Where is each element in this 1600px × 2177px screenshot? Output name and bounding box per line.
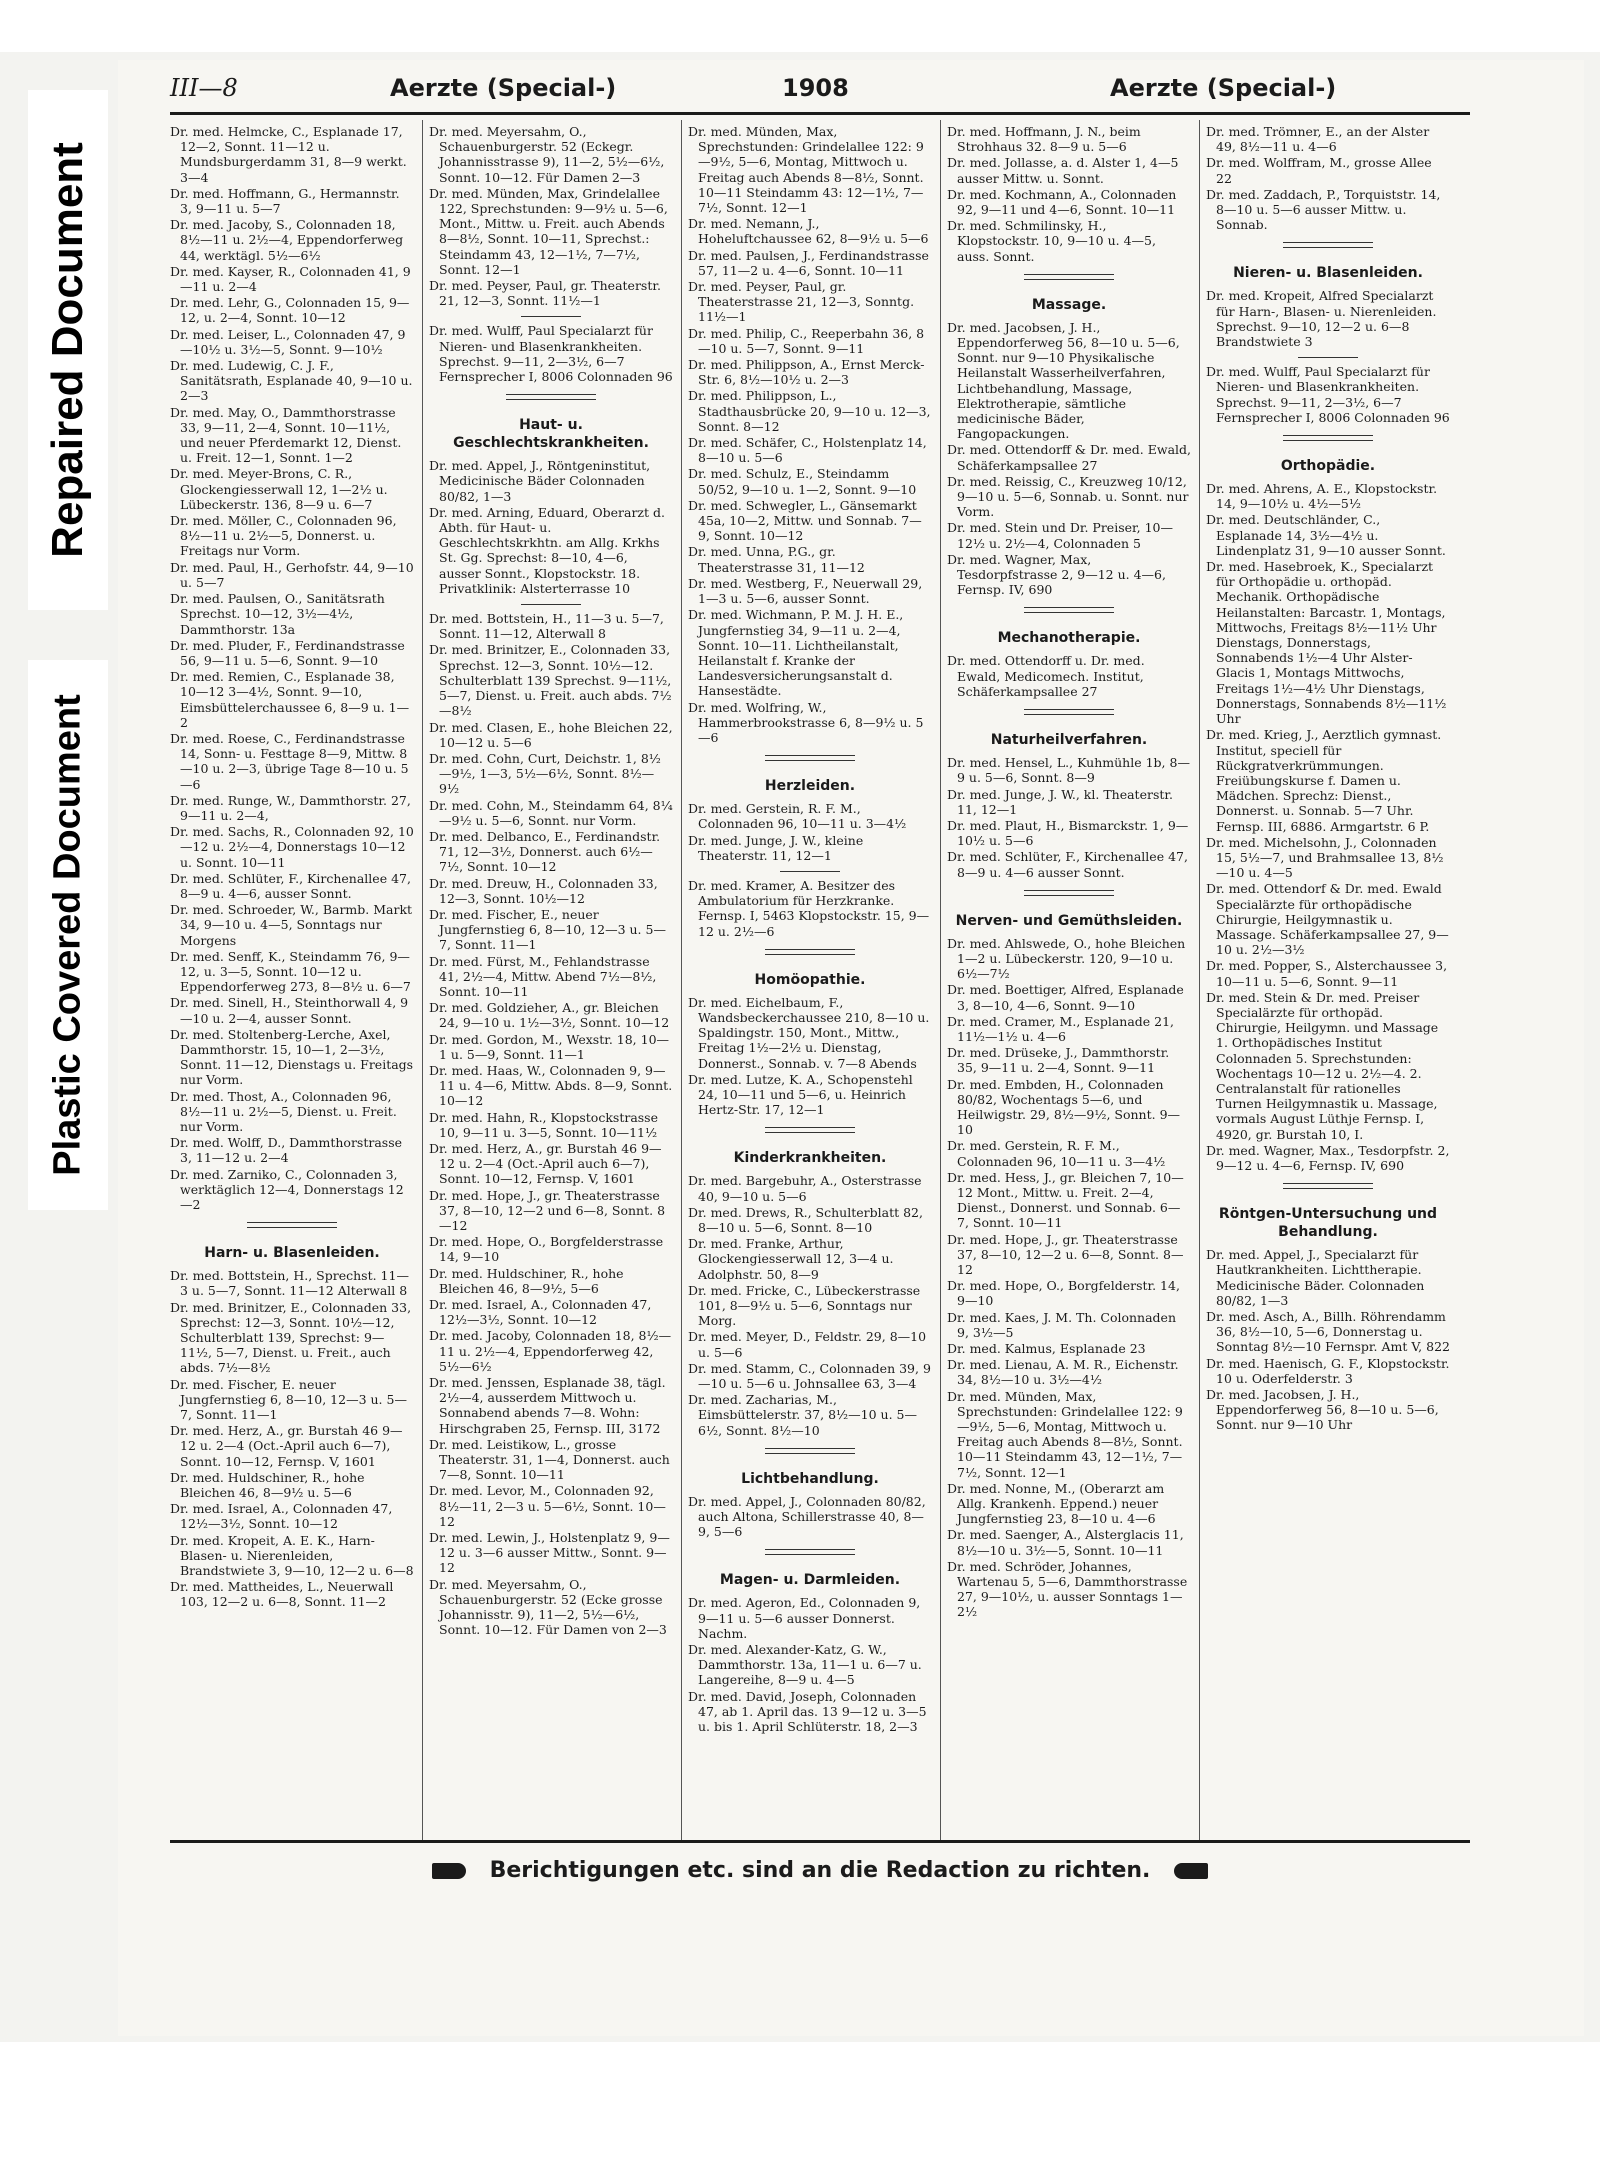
list-item: Dr. med. Schlüter, F., Kirchenallee 47, 8—9 u. 4—6, ausser Sonnt. (170, 870, 411, 901)
list-item: Dr. med. Meyersahm, O., Schauenburgerstr. 52 (Eckegr. Johannisstrasse 9), 11—2, 5½—6½, Sonnt. 10—12. Für Damen 2—3 (429, 124, 665, 185)
list-item: Dr. med. Fischer, E., neuer Jungfernstieg 6, 8—10, 12—3 u. 5—7, Sonnt. 11—1 (429, 906, 666, 953)
list-item: Dr. med. Hope, O., Borgfelderstrasse 14, 9—10 (429, 1234, 664, 1265)
list-item: Dr. med. Trömner, E., an der Alster 49, 8½—11 u. 4—6 (1206, 124, 1430, 155)
list-item: Dr. med. Haenisch, G. F., Klopstockstr. 10 u. Oderfelderstr. 3 (1206, 1355, 1450, 1386)
section-heading: Magen- u. Darmleiden. (719, 1572, 901, 1589)
list-item: Dr. med. Unna, P.G., gr. Theaterstrasse 31, 11—12 (688, 544, 865, 575)
column-2 (429, 124, 673, 1638)
section-heading: Kinderkrankheiten. (733, 1150, 887, 1167)
plastic-covered-label-text: Plastic Covered Document (46, 694, 89, 1176)
column-divider (1199, 120, 1200, 1840)
repaired-label (28, 90, 108, 610)
section-separator (765, 1549, 855, 1555)
list-item: Dr. med. Fischer, E. neuer Jungfernstieg 6, 8—10, 12—3 u. 5—7, Sonnt. 11—1 (170, 1376, 407, 1423)
list-item: Dr. med. Appel, J., Röntgeninstitut, Medicinische Bäder Colonnaden 80/82, 1—3 (429, 458, 651, 504)
list-item: Dr. med. Wolffram, M., grosse Allee 22 (1206, 155, 1432, 186)
section-separator (1283, 435, 1373, 441)
list-item: Dr. med. Hope, O., Borgfelderstr. 14, 9—10 (947, 1278, 1180, 1309)
list-item: Dr. med. Wagner, Max., Tesdorpfstr. 2, 9—12 u. 4—6, Fernsp. IV, 690 (1206, 1142, 1450, 1173)
list-item: Dr. med. Israel, A., Colonnaden 47, 12½—3½, Sonnt. 10—12 (429, 1297, 652, 1328)
list-item: Dr. med. Gordon, M., Wexstr. 18, 10—1 u. 5—9, Sonnt. 11—1 (429, 1031, 670, 1062)
list-item: Dr. med. Krieg, J., Aerztlich gymnast. Institut, speciell für Rückgratverkrümmungen. Freiübungskurse f. Damen u. Mädchen. Sprechz: Dienst., Donnerst. u. Sonnab. 5—7 Uhr. Fernsp. III, 6886. Armgartstr. 6 P. (1206, 727, 1442, 834)
list-item: Dr. med. Lutze, K. A., Schopenstehl 24, 10—11 und 5—6, u. Heinrich Hertz-Str. 17, 12—1 (688, 1071, 913, 1118)
section-heading: Nerven- und Gemüthsleiden. (955, 912, 1183, 929)
list-item: Dr. med. Helmcke, C., Esplanade 17, 12—2, Sonnt. 11—12 u. Mundsburgerdamm 31, 8—9 werkt. 3—4 (170, 124, 407, 185)
pointing-hand-icon (1174, 1863, 1208, 1879)
footer-notice (170, 1858, 1470, 1894)
list-item: Dr. med. Kayser, R., Colonnaden 41, 9—11 u. 2—4 (170, 263, 411, 295)
section-separator (1024, 274, 1114, 280)
list-item: Dr. med. Peyser, Paul, gr. Theaterstr. 21, 12—3, Sonnt. 11½—1 (429, 278, 661, 309)
list-item: Dr. med. Thost, A., Colonnaden 96, 8½—11 u. 2½—5, Dienst. u. Freit. nur Vorm. (170, 1088, 397, 1134)
list-item: Dr. med. Reissig, C., Kreuzweg 10/12, 9—10 u. 5—6, Sonnab. u. Sonnt. nur Vorm. (947, 473, 1189, 520)
list-item: Dr. med. Drews, R., Schulterblatt 82, 8—10 u. 5—6, Sonnt. 8—10 (688, 1204, 923, 1235)
section-separator (247, 1222, 337, 1228)
list-item: Dr. med. Gerstein, R. F. M., Colonnaden 96, 10—11 u. 3—4½ (947, 1138, 1166, 1169)
list-item: Dr. med. Saenger, A., Alsterglacis 11, 8½—10 u. 3½—5, Sonnt. 10—11 (947, 1527, 1184, 1558)
list-item: Dr. med. Herz, A., gr. Burstah 46 9—12 u. 2—4 (Oct.-April auch 6—7), Sonnt. 10—12, Fernsp. V, 1601 (170, 1423, 403, 1469)
list-item: Dr. med. Jacobsen, J. H., Eppendorferweg 56, 8—10 u. 5—6, Sonnt. nur 9—10 Uhr (1206, 1387, 1439, 1433)
list-item: Dr. med. Ludewig, C. J. F., Sanitätsrath, Esplanade 40, 9—10 u. 2—3 (170, 358, 413, 404)
list-item: Dr. med. Ottendorf & Dr. med. Ewald Specialärzte für orthopädische Chirurgie, Heilgymnastik u. Massage. Schäferkampsallee 27, 9—10 u. 2½—3½ (1206, 881, 1449, 958)
section-heading: Lichtbehandlung. (741, 1470, 879, 1487)
list-item: Dr. med. Mattheides, L., Neuerwall 103, 12—2 u. 6—8, Sonnt. 11—2 (170, 1579, 394, 1610)
list-item: Dr. med. Bargebuhr, A., Osterstrasse 40, 9—10 u. 5—6 (688, 1173, 922, 1204)
list-item: Dr. med. Appel, J., Specialarzt für Hautkrankheiten. Lichttherapie. Medicinische Bäder. Colonnaden 80/82, 1—3 (1206, 1247, 1425, 1308)
list-item: Dr. med. Münden, Max, Grindelallee 122, Sprechstunden: 9—9½ u. 5—6, Mont., Mittw. u. Freit. auch Abends 8—8½, Sonnt. 10—11, Sprechst.: Steindamm 43, 12—1½, 7—7½, Sonnt. 12—1 (429, 185, 668, 277)
list-item: Dr. med. Cohn, M., Steindamm 64, 8¼—9½ u. 5—6, Sonnt. nur Vorm. (429, 797, 673, 828)
list-item: Dr. med. Meyersahm, O., Schauenburgerstr. 52 (Ecke grosse Johannisstr. 9), 11—2, 5½—6½, Sonnt. 10—12. Für Damen von 2—3 (429, 1576, 667, 1638)
section-separator (1283, 242, 1373, 248)
list-item: Dr. med. Nonne, M., (Oberarzt am Allg. Krankenh. Eppend.) neuer Jungfernstieg 23, 8—10 u. 4—6 (947, 1480, 1165, 1527)
section-separator (506, 394, 596, 400)
header-title-left: Aerzte (Special-) (390, 74, 617, 102)
list-item: Dr. med. Jollasse, a. d. Alster 1, 4—5 ausser Mittw. u. Sonnt. (947, 155, 1179, 186)
list-item: Dr. med. Hope, J., gr. Theaterstrasse 37, 8—10, 12—2 u. 6—8, Sonnt. 8—12 (947, 1231, 1184, 1277)
list-item: Dr. med. Leistikow, L., grosse Theaterstr. 31, 1—4, Donnerst. auch 7—8, Sonnt. 10—11 (429, 1436, 670, 1483)
section-heading: Massage. (1031, 296, 1107, 313)
section-separator (765, 949, 855, 955)
list-item: Dr. med. Wulff, Paul Specialarzt für Nieren- und Blasenkrankheiten. Sprechst. 9—11, 2—3½, 6—7 Fernsprecher I, 8006 Colonnaden 96 (1206, 364, 1450, 425)
section-separator (1024, 890, 1114, 896)
list-item: Dr. med. Meyer, D., Feldstr. 29, 8—10 u. 5—6 (688, 1329, 927, 1360)
plastic-covered-label (28, 660, 108, 1210)
list-item: Dr. med. Cohn, Curt, Deichstr. 1, 8½—9½, 1—3, 5½—6½, Sonnt. 8½—9½ (429, 750, 661, 797)
section-separator (765, 1127, 855, 1133)
section-heading: Orthopädie. (1280, 458, 1376, 475)
list-item: Dr. med. Popper, S., Alsterchaussee 3, 10—11 u. 5—6, Sonnt. 9—11 (1206, 958, 1448, 989)
list-item: Dr. med. Kramer, A. Besitzer des Ambulatorium für Herzkranke. Fernsp. I, 5463 Klopstockstr. 15, 9—12 u. 2½—6 (688, 877, 930, 939)
column-5 (1206, 124, 1450, 1434)
list-item: Dr. med. Sachs, R., Colonnaden 92, 10—12 u. 2½—4, Donnerstags 10—12 u. Sonnt. 10—11 (170, 824, 414, 870)
list-item: Dr. med. Hope, J., gr. Theaterstrasse 37, 8—10, 12—2 und 6—8, Sonnt. 8—12 (429, 1187, 666, 1233)
list-item: Dr. med. Franke, Arthur, Glockengiesserwall 12, 3—4 u. Adolphstr. 50, 8—9 (688, 1236, 894, 1282)
column-divider (422, 120, 423, 1840)
section-heading: Röntgen-Untersuchung und Behandlung. (1218, 1206, 1438, 1241)
list-item: Dr. med. Schroeder, W., Barmb. Markt 34, 9—10 u. 4—5, Sonntags nur Morgens (170, 902, 413, 948)
list-item: Dr. med. Wagner, Max, Tesdorpfstrasse 2, 9—12 u. 4—6, Fernsp. IV, 690 (947, 551, 1166, 598)
list-item: Dr. med. Deutschländer, C., Esplanade 14, 3½—4½ u. Lindenplatz 31, 9—10 ausser Sonnt. (1206, 512, 1446, 558)
list-item: Dr. med. Boettiger, Alfred, Esplanade 3, 8—10, 4—6, Sonnt. 9—10 (947, 982, 1184, 1013)
list-item: Dr. med. Westberg, F., Neuerwall 29, 1—3 u. 5—6, ausser Sonnt. (688, 575, 923, 607)
list-item: Dr. med. Bottstein, H., Sprechst. 11—3 u. 5—7, Sonnt. 11—12 Alterwall 8 (170, 1268, 409, 1299)
list-item: Dr. med. Ottendorff u. Dr. med. Ewald, Medicomech. Institut, Schäferkampsallee 27 (947, 653, 1145, 699)
section-heading: Haut- u. Geschlechtskrankheiten. (453, 417, 649, 452)
column-3 (688, 124, 932, 1735)
list-item: Dr. med. Schulz, E., Steindamm 50/52, 9—10 u. 1—2, Sonnt. 9—10 (688, 466, 917, 497)
section-separator (1024, 607, 1114, 613)
list-item: Dr. med. Plaut, H., Bismarckstr. 1, 9—10½ u. 5—6 (947, 817, 1189, 849)
list-item: Dr. med. Israel, A., Colonnaden 47, 12½—3½, Sonnt. 10—12 (170, 1501, 393, 1532)
header-year: 1908 (782, 74, 849, 102)
column-divider (681, 120, 682, 1840)
list-item: Dr. med. Asch, A., Billh. Röhrendamm 36, 8½—10, 5—6, Donnerstag u. Sonntag 8½—10 Fernspr. Amt V, 822 (1206, 1309, 1450, 1355)
list-item: Dr. med. Kalmus, Esplanade 23 (947, 1341, 1146, 1356)
page-number: III—8 (170, 74, 238, 102)
entry-divider (521, 604, 581, 605)
page-header (170, 70, 1470, 114)
list-item: Dr. med. Alexander-Katz, G. W., Dammthorstr. 13a, 11—1 u. 6—7 u. Langereihe, 8—9 u. 4—5 (688, 1642, 922, 1688)
column-1 (170, 124, 414, 1611)
list-item: Dr. med. Schlüter, F., Kirchenallee 47, 8—9 u. 4—6 ausser Sonnt. (947, 849, 1188, 880)
list-item: Dr. med. Kochmann, A., Colonnaden 92, 9—11 und 4—6, Sonnt. 10—11 (947, 186, 1177, 218)
list-item: Dr. med. Huldschiner, R., hohe Bleichen 46, 8—9½, 5—6 (429, 1265, 624, 1296)
list-item: Dr. med. Münden, Max, Sprechstunden: Grindelallee 122: 9—9½, 5—6, Montag, Mittwoch u. Freitag auch Abends 8—8½, Sonnt. 10—11 Steindamm 43: 12—1½, 7—7½, Sonnt. 12—1 (688, 124, 924, 216)
list-item: Dr. med. Fürst, M., Fehlandstrasse 41, 2½—4, Mittw. Abend 7½—8½, Sonnt. 10—11 (429, 953, 657, 999)
list-item: Dr. med. Zarniko, C., Colonnaden 3, werktäglich 12—4, Donnerstags 12—2 (170, 1166, 404, 1213)
list-item: Dr. med. Brinitzer, E., Colonnaden 33, Sprechst. 12—3, Sonnt. 10½—12. Schulterblatt 139 Sprechst. 9—11½, 5—7, Dienst. u. Freit. auch abds. 7½—8½ (429, 642, 672, 719)
list-item: Dr. med. Fricke, C., Lübeckerstrasse 101, 8—9½ u. 5—6, Sonntags nur Morg. (688, 1282, 921, 1329)
header-rule (170, 112, 1470, 115)
section-heading: Nieren- u. Blasenleiden. (1233, 265, 1423, 282)
list-item: Dr. med. Jenssen, Esplanade 38, tägl. 2½—4, ausserdem Mittwoch u. Sonnabend abends 7—8. Wohn: Hirschgraben 25, Fernsp. III, 3172 (429, 1375, 666, 1436)
repaired-label-text: Repaired Document (43, 142, 92, 558)
list-item: Dr. med. Goldzieher, A., gr. Bleichen 24, 9—10 u. 1½—3½, Sonnt. 10—12 (429, 1000, 670, 1031)
list-item: Dr. med. Appel, J., Colonnaden 80/82, auch Altona, Schillerstrasse 40, 8—9, 5—6 (688, 1493, 926, 1540)
list-item: Dr. med. Herz, A., gr. Burstah 46 9—12 u. 2—4 (Oct.-April auch 6—7), Sonnt. 10—12, Fernsp. V, 1601 (429, 1140, 662, 1187)
list-item: Dr. med. Philip, C., Reeperbahn 36, 8—10 u. 5—7, Sonnt. 9—11 (688, 325, 925, 356)
list-item: Dr. med. Kropeit, A. E. K., Harn- Blasen- u. Nierenleiden, Brandstwiete 3, 9—10, 12—2 u. 6—8 (170, 1532, 414, 1579)
list-item: Dr. med. Stamm, C., Colonnaden 39, 9—10 u. 5—6 u. Johnsallee 63, 3—4 (688, 1360, 931, 1392)
list-item: Dr. med. Jacoby, Colonnaden 18, 8½—11 u. 2½—4, Eppendorferweg 42, 5½—6½ (429, 1328, 672, 1374)
list-item: Dr. med. Junge, J. W., kleine Theaterstr. 11, 12—1 (688, 832, 864, 863)
list-item: Dr. med. Schmilinsky, H., Klopstockstr. 10, 9—10 u. 4—5, auss. Sonnt. (947, 218, 1156, 264)
list-item: Dr. med. David, Joseph, Colonnaden 47, ab 1. April das. 13 9—12 u. 3—5 u. bis 1. April Schlüterstr. 18, 2—3 (688, 1688, 927, 1735)
list-item: Dr. med. Haas, W., Colonnaden 9, 9—11 u. 4—6, Mittw. Abds. 8—9, Sonnt. 10—12 (429, 1062, 673, 1109)
list-item: Dr. med. Kropeit, Alfred Specialarzt für Harn-, Blasen- u. Nierenleiden. Sprechst. 9—10, 12—2 u. 6—8 Brandstwiete 3 (1206, 288, 1437, 350)
list-item: Dr. med. Dreuw, H., Colonnaden 33, 12—3, Sonnt. 10½—12 (429, 875, 658, 906)
list-item: Dr. med. Wolff, D., Dammthorstrasse 3, 11—12 u. 2—4 (170, 1135, 403, 1166)
list-item: Dr. med. Lehr, G., Colonnaden 15, 9—12, u. 2—4, Sonnt. 10—12 (170, 295, 410, 326)
list-item: Dr. med. Lewin, J., Holstenplatz 9, 9—12 u. 3—6 ausser Mittw., Sonnt. 9—12 (429, 1530, 670, 1576)
list-item: Dr. med. Münden, Max, Sprechstunden: Grindelallee 122: 9—9½, 5—6, Montag, Mittwoch u. Freitag auch Abends 8—8½, Sonnt. 10—11 Steindamm 43, 12—1½, 7—7½, Sonnt. 12—1 (947, 1388, 1183, 1480)
list-item: Dr. med. Wolfring, W., Hammerbrookstrasse 6, 8—9½ u. 5—6 (688, 699, 924, 745)
pointing-hand-icon (432, 1863, 466, 1879)
list-item: Dr. med. Sinell, H., Steinthorwall 4, 9—10 u. 2—4, ausser Sonnt. (170, 995, 409, 1026)
list-item: Dr. med. Jacoby, S., Colonnaden 18, 8½—11 u. 2½—4, Eppendorferweg 44, werktägl. 5½—6½ (170, 217, 404, 263)
list-item: Dr. med. Embden, H., Colonnaden 80/82, Wochentags 5—6, und Heilwigstr. 29, 8½—9½, Sonnt. 9—10 (947, 1076, 1181, 1138)
list-item: Dr. med. Stein & Dr. med. Preiser Specialärzte für orthopäd. Chirurgie, Heilgymn. und Massage 1. Orthopädisches Institut Colonnaden 5. Sprechstunden: Wochentags 10—12 u. 2½—4. 2. Centralanstalt für rationelles Turnen Heilgymnastik u. Massage, vormals August Lüthje Fernsp. I, 4920, gr. Burstah 10, I. (1206, 989, 1439, 1142)
list-item: Dr. med. Levor, M., Colonnaden 92, 8½—11, 2—3 u. 5—6½, Sonnt. 10—12 (429, 1483, 666, 1529)
list-item: Dr. med. Huldschiner, R., hohe Bleichen 46, 8—9½ u. 5—6 (170, 1469, 365, 1501)
list-item: Dr. med. Schäfer, C., Holstenplatz 14, 8—10 u. 5—6 (688, 435, 927, 466)
list-item: Dr. med. Paulsen, J., Ferdinandstrasse 57, 11—2 u. 4—6, Sonnt. 10—11 (688, 247, 929, 278)
section-heading: Naturheilverfahren. (990, 732, 1148, 749)
column-divider (940, 120, 941, 1840)
list-item: Dr. med. Hess, J., gr. Bleichen 7, 10—12 Mont., Mittw. u. Freit. 2—4, Dienst., Donnerst. und Sonnab. 6—7, Sonnt. 10—11 (947, 1169, 1184, 1231)
side-labels (28, 90, 108, 1210)
list-item: Dr. med. Hoffmann, G., Hermannstr. 3, 9—11 u. 5—7 (170, 185, 400, 217)
list-item: Dr. med. Zaddach, P., Torquiststr. 14, 8—10 u. 5—6 ausser Mittw. u. Sonnab. (1206, 186, 1441, 233)
list-item: Dr. med. Ahlswede, O., hohe Bleichen 1—2 u. Lübeckerstr. 120, 9—10 u. 6½—7½ (947, 935, 1186, 982)
list-item: Dr. med. Senff, K., Steindamm 76, 9—12, u. 3—5, Sonnt. 10—12 u. Eppendorferweg 273, 8—8½ u. 6—7 (170, 948, 411, 995)
list-item: Dr. med. Ottendorff & Dr. med. Ewald, Schäferkampsallee 27 (947, 442, 1191, 473)
list-item: Dr. med. May, O., Dammthorstrasse 33, 9—11, 2—4, Sonnt. 10—11½, und neuer Pferdemarkt 12, Dienst. u. Freit. 12—1, Sonnt. 1—2 (170, 404, 402, 466)
list-item: Dr. med. Pluder, F., Ferdinandstrasse 56, 9—11 u. 5—6, Sonnt. 9—10 (170, 637, 405, 668)
list-item: Dr. med. Zacharias, M., Eimsbüttelerstr. 37, 8½—10 u. 5—6½, Sonnt. 8½—10 (688, 1392, 917, 1438)
section-heading: Homöopathie. (754, 971, 866, 988)
list-item: Dr. med. Stoltenberg-Lerche, Axel, Dammthorstr. 15, 10—1, 2—3½, Sonnt. 11—12, Dienstags u. Freitags nur Vorm. (170, 1026, 414, 1088)
list-item: Dr. med. Philippson, L., Stadthausbrücke 20, 9—10 u. 12—3, Sonnt. 8—12 (688, 388, 931, 434)
list-item: Dr. med. Kaes, J. M. Th. Colonnaden 9, 3½—5 (947, 1309, 1177, 1340)
entry-divider (780, 871, 840, 872)
list-item: Dr. med. Schwegler, L., Gänsemarkt 45a, 10—2, Mittw. und Sonnab. 7—9, Sonnt. 10—12 (688, 497, 922, 544)
list-item: Dr. med. Philippson, A., Ernst Merck-Str. 6, 8½—10½ u. 2—3 (688, 357, 925, 388)
section-separator (1024, 709, 1114, 715)
list-item: Dr. med. Runge, W., Dammthorstr. 27, 9—11 u. 2—4, (170, 792, 411, 823)
column-4 (947, 124, 1191, 1621)
list-item: Dr. med. Wulff, Paul Specialarzt für Nieren- und Blasenkrankheiten. Sprechst. 9—11, 2—3½, 6—7 Fernsprecher I, 8006 Colonnaden 96 (429, 323, 673, 385)
list-item: Dr. med. Ageron, Ed., Colonnaden 9, 9—11 u. 5—6 ausser Donnerst. Nachm. (688, 1595, 921, 1641)
list-item: Dr. med. Jacobsen, J. H., Eppendorferweg 56, 8—10 u. 5—6, Sonnt. nur 9—10 Physikalische Heilanstalt Wasserheilverfahren, Lichtbehandlung, Massage, Elektrotherapie, sämtliche medicinische Bäder, Fangopackungen. (947, 319, 1180, 442)
list-item: Dr. med. Hensel, L., Kuhmühle 1b, 8—9 u. 5—6, Sonnt. 8—9 (947, 755, 1190, 786)
list-item: Dr. med. Remien, C., Esplanade 38, 10—12 3—4½, Sonnt. 9—10, Eimsbüttelerchaussee 6, 8—9 u. 1—2 (170, 669, 410, 730)
section-separator (765, 755, 855, 761)
section-separator (765, 1448, 855, 1454)
list-item: Dr. med. Cramer, M., Esplanade 21, 11½—1½ u. 4—6 (947, 1013, 1175, 1044)
list-item: Dr. med. Meyer-Brons, C. R., Glockengiesserwall 12, 1—2½ u. Lübeckerstr. 136, 8—9 u. 6—7 (170, 466, 388, 512)
list-item: Dr. med. Leiser, L., Colonnaden 47, 9—10½ u. 3½—5, Sonnt. 9—10½ (170, 326, 406, 357)
footer-text: Berichtigungen etc. sind an die Redaction zu richten. (489, 1858, 1151, 1883)
list-item: Dr. med. Schröder, Johannes, Wartenau 5, 5—6, Dammthorstrasse 27, 9—10½, u. ausser Sonntags 1—2½ (947, 1558, 1188, 1620)
list-item: Dr. med. Möller, C., Colonnaden 96, 8½—11 u. 2½—5, Donnerst. u. Freitags nur Vorm. (170, 513, 397, 559)
list-item: Dr. med. Arning, Eduard, Oberarzt d. Abth. für Haut- u. Geschlechtskrkhtn. am Allg. Krkhs St. Gg. Sprechst: 8—10, 4—6, ausser Sonnt., Klopstockstr. 18. Privatklinik: Alsterterrasse 10 (429, 504, 665, 596)
list-item: Dr. med. Lienau, A. M. R., Eichenstr. 34, 8½—10 u. 3½—4½ (947, 1357, 1179, 1388)
section-heading: Harn- u. Blasenleiden. (204, 1245, 380, 1262)
list-item: Dr. med. Michelsohn, J., Colonnaden 15, 5½—7, und Brahmsallee 13, 8½—10 u. 4—5 (1206, 834, 1444, 881)
list-item: Dr. med. Stein und Dr. Preiser, 10—12½ u. 2½—4, Colonnaden 5 (947, 520, 1173, 551)
list-item: Dr. med. Hoffmann, J. N., beim Strohhaus 32. 8—9 u. 5—6 (947, 124, 1141, 155)
list-item: Dr. med. Paulsen, O., Sanitätsrath Sprechst. 10—12, 3½—4½, Dammthorstr. 13a (170, 591, 385, 637)
entry-divider (521, 316, 581, 317)
section-separator (1283, 1183, 1373, 1189)
list-item: Dr. med. Brinitzer, E., Colonnaden 33, Sprechst: 12—3, Sonnt. 10½—12, Schulterblatt 139, Sprechst: 9—11½, 5—7, Dienst. u. Freit., auch abds. 7½—8½ (170, 1299, 412, 1376)
entry-divider (1298, 357, 1358, 358)
list-item: Dr. med. Bottstein, H., 11—3 u. 5—7, Sonnt. 11—12, Alterwall 8 (429, 611, 664, 642)
bottom-rule (170, 1840, 1470, 1843)
list-item: Dr. med. Nemann, J., Hoheluftchaussee 62, 8—9½ u. 5—6 (688, 216, 929, 247)
section-heading: Mechanotherapie. (997, 630, 1141, 647)
list-item: Dr. med. Hasebroek, K., Specialarzt für Orthopädie u. orthopäd. Mechanik. Orthopädische Heilanstalten: Barcastr. 1, Montags, Mittwochs, Freitags 8½—11½ Uhr Dienstags, Donnerstags, Sonnabends 1½—4 Uhr Alster-Glacis 1, Montags Mittwochs, Freitags 1½—4½ Uhr Dienstags, Donnerstags, Sonnabends 8½—11½ Uhr (1206, 559, 1447, 727)
list-item: Dr. med. Gerstein, R. F. M., Colonnaden 96, 10—11 u. 3—4½ (688, 801, 907, 832)
list-item: Dr. med. Roese, C., Ferdinandstrasse 14, Sonn- u. Festtage 8—9, Mittw. 8—10 u. 2—3, übrige Tage 8—10 u. 5—6 (170, 730, 409, 792)
section-heading: Herzleiden. (764, 778, 856, 795)
list-item: Dr. med. Hahn, R., Klopstockstrasse 10, 9—11 u. 3—5, Sonnt. 10—11½ (429, 1109, 658, 1140)
list-item: Dr. med. Ahrens, A. E., Klopstockstr. 14, 9—10½ u. 4½—5½ (1206, 481, 1438, 512)
header-title-right: Aerzte (Special-) (1110, 74, 1337, 102)
list-item: Dr. med. Delbanco, E., Ferdinandstr. 71, 12—3½, Donnerst. auch 6½—7½, Sonnt. 10—12 (429, 828, 661, 875)
list-item: Dr. med. Drüseke, J., Dammthorstr. 35, 9—11 u. 2—4, Sonnt. 9—11 (947, 1045, 1170, 1076)
list-item: Dr. med. Wichmann, P. M. J. H. E., Jungfernstieg 34, 9—11 u. 2—4, Sonnt. 10—11. Lichtheilanstalt, Heilanstalt f. Kranke der Landesversicherungsanstalt d. Hansestädte. (688, 607, 904, 699)
list-item: Dr. med. Peyser, Paul, gr. Theaterstrasse 21, 12—3, Sonntg. 11½—1 (688, 279, 915, 325)
list-item: Dr. med. Junge, J. W., kl. Theaterstr. 11, 12—1 (947, 786, 1173, 817)
list-item: Dr. med. Eichelbaum, F., Wandsbeckerchaussee 210, 8—10 u. Spaldingstr. 150, Mont., Mittw., Freitag 1½—2½ u. Dienstag, Donnerst., Sonnab. v. 7—8 Abends (688, 994, 930, 1071)
list-item: Dr. med. Clasen, E., hohe Bleichen 22, 10—12 u. 5—6 (429, 719, 673, 750)
list-item: Dr. med. Paul, H., Gerhofstr. 44, 9—10 u. 5—7 (170, 559, 414, 590)
